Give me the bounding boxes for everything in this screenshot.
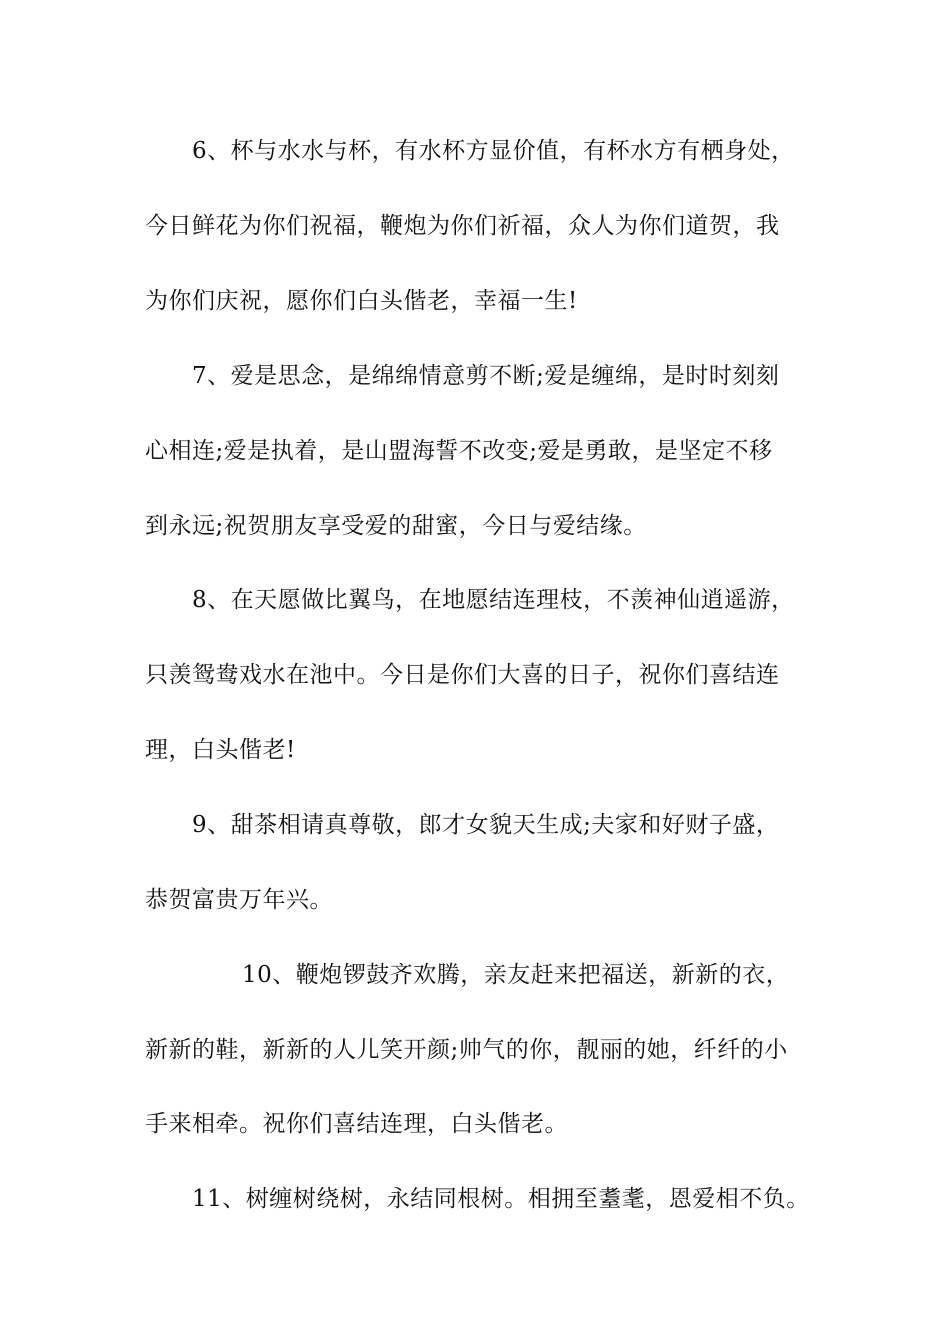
- wish-11-line-1: 11、树缠树绕树，永结同根树。相拥至耋耄，恩爱相不负。: [192, 1186, 810, 1212]
- wish-8-line-3: 理，白头偕老!: [145, 737, 296, 763]
- wish-6-line-1: 6、杯与水水与杯，有水杯方显价值，有杯水方有栖身处，: [192, 138, 795, 164]
- wish-10-line-2: 新新的鞋，新新的人儿笑开颜;帅气的你，靓丽的她，纤纤的小: [145, 1037, 788, 1063]
- wish-10-line-3: 手来相牵。祝你们喜结连理，白头偕老。: [145, 1111, 568, 1137]
- wish-9-line-2: 恭贺富贵万年兴。: [145, 887, 333, 913]
- wish-6-line-3: 为你们庆祝，愿你们白头偕老，幸福一生!: [145, 288, 578, 314]
- wish-6-line-2: 今日鲜花为你们祝福，鞭炮为你们祈福，众人为你们道贺，我: [145, 213, 780, 239]
- wish-7-line-1: 7、爱是思念，是绵绵情意剪不断;爱是缠绵，是时时刻刻: [192, 363, 780, 389]
- wish-8-line-2: 只羡鸳鸯戏水在池中。今日是你们大喜的日子，祝你们喜结连: [145, 662, 780, 688]
- wish-8-line-1: 8、在天愿做比翼鸟，在地愿结连理枝，不羡神仙逍遥游，: [192, 587, 795, 613]
- wish-9-line-1: 9、甜茶相请真尊敬，郎才女貌天生成;夫家和好财子盛，: [192, 812, 780, 838]
- wish-7-line-2: 心相连;爱是执着，是山盟海誓不改变;爱是勇敢，是坚定不移: [145, 438, 773, 464]
- wish-10-line-1: 10、鞭炮锣鼓齐欢腾，亲友赶来把福送，新新的衣，: [242, 962, 790, 988]
- wish-7-line-3: 到永远;祝贺朋友享受爱的甜蜜，今日与爱结缘。: [145, 513, 647, 539]
